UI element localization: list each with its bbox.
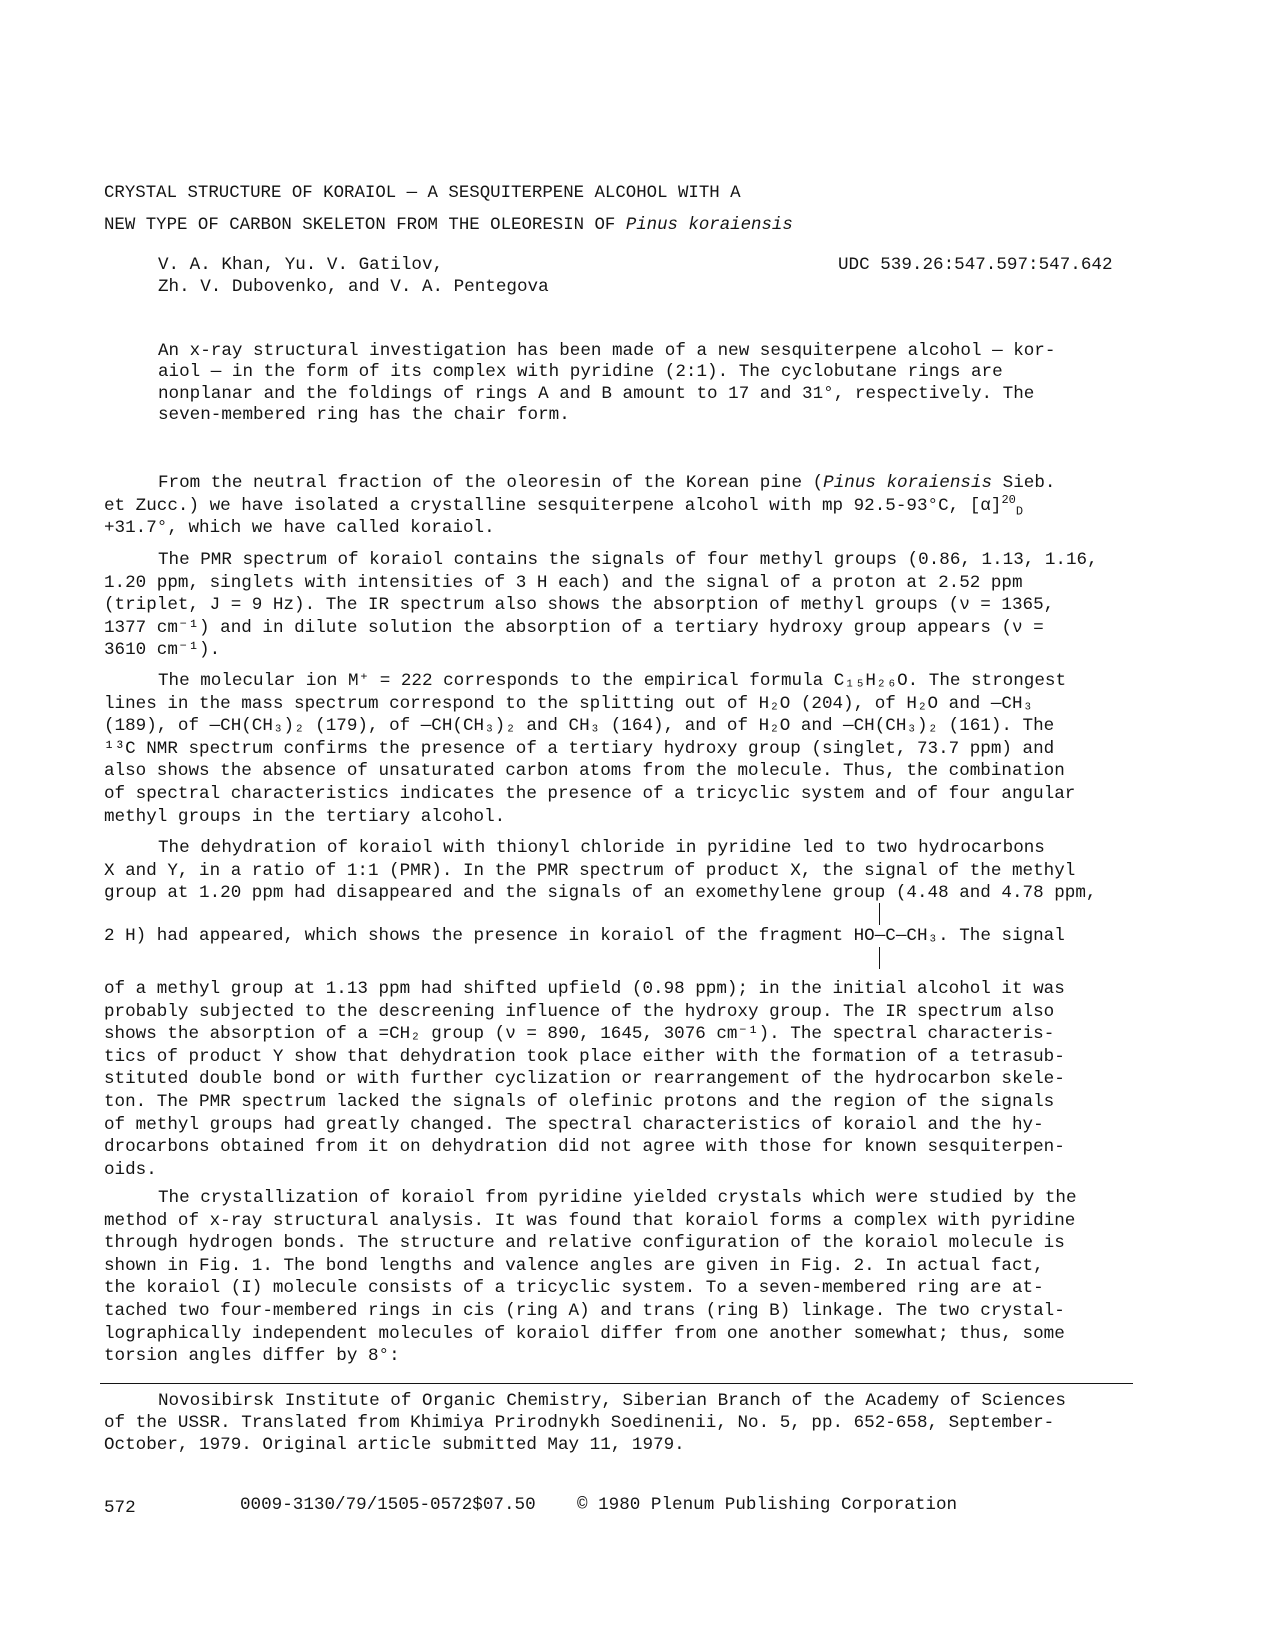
hydroxy-fragment-formula bbox=[854, 925, 949, 948]
p3-line: The molecular ion M⁺ = 222 corresponds to the empirical formula C₁₅H₂₆O. The strongest bbox=[158, 671, 1067, 691]
p6-line: the koraiol (I) molecule consists of a tricyclic system. To a seven-membered ring are at- bbox=[104, 1278, 1044, 1299]
paragraph-3 bbox=[104, 670, 1134, 828]
title-line-2-main: NEW TYPE OF CARBON SKELETON FROM THE OLEORESIN OF bbox=[104, 216, 616, 235]
p3-line: lines in the mass spectrum correspond to the splitting out of H₂O (204), of H₂O and —CH₃ bbox=[104, 693, 1034, 714]
p1-species: Pinus koraiensis bbox=[823, 473, 993, 493]
p2-line: The PMR spectrum of koraiol contains the signals of four methyl groups (0.86, 1.13, 1.16, bbox=[158, 550, 1098, 570]
abstract-line: aiol — in the form of its complex with pyridine (2:1). The cyclobutane rings are bbox=[158, 362, 1003, 383]
p5-line: ton. The PMR spectrum lacked the signals of olefinic protons and the region of the signals bbox=[104, 1091, 1055, 1112]
footnote-line: of the USSR. Translated from Khimiya Prirodnykh Soedinenii, No. 5, pp. 652-658, September- bbox=[104, 1413, 1055, 1433]
p6-line: torsion angles differ by 8°: bbox=[104, 1346, 400, 1367]
p1-line-2 bbox=[104, 492, 1134, 519]
p5-line: of a methyl group at 1.13 ppm had shifted upfield (0.98 ppm); in the initial alcohol it was bbox=[104, 979, 1065, 999]
p2-line: 3610 cm⁻¹). bbox=[104, 640, 221, 661]
authors-line-2: Zh. V. Dubovenko, and V. A. Pentegova bbox=[158, 277, 549, 297]
fragment-bond-up bbox=[879, 903, 881, 925]
p5-line: stituted double bond or with further cyclization or rearrangement of the hydrocarbon skele- bbox=[104, 1069, 1065, 1090]
p2-line: (triplet, J = 9 Hz). The IR spectrum also shows the absorption of methyl groups (ν = 1365, bbox=[104, 595, 1055, 616]
p3-line: also shows the absence of unsaturated carbon atoms from the molecule. Thus, the combination bbox=[104, 761, 1065, 782]
p5-line: of methyl groups had greatly changed. The spectral characteristics of koraiol and the hy- bbox=[104, 1114, 1044, 1135]
udc-code: UDC 539.26:547.597:547.642 bbox=[838, 255, 1113, 275]
p3-line: methyl groups in the tertiary alcohol. bbox=[104, 806, 506, 827]
p1-line-1 bbox=[104, 472, 1134, 495]
p5-line: drocarbons obtained from it on dehydration did not agree with those for known sesquiterpen- bbox=[104, 1137, 1065, 1158]
fragment-bond-down bbox=[879, 947, 881, 969]
abstract-line: An x-ray structural investigation has been made of a new sesquiterpene alcohol — kor- bbox=[158, 341, 1056, 361]
p3-line: of spectral characteristics indicates the presence of a tricyclic system and of four angular bbox=[104, 783, 1076, 804]
p2-line: 1377 cm⁻¹) and in dilute solution the absorption of a tertiary hydroxy group appears (ν = bbox=[104, 617, 1044, 638]
footnote-divider bbox=[100, 1383, 1133, 1384]
title-line-2 bbox=[104, 210, 793, 242]
p4-fragment-line bbox=[104, 925, 1134, 948]
p3-line: ¹³C NMR spectrum confirms the presence of a tertiary hydroxy group (singlet, 73.7 ppm) and bbox=[104, 738, 1055, 759]
abstract bbox=[158, 341, 1055, 427]
p5-line: oids. bbox=[104, 1159, 157, 1180]
article-title bbox=[104, 178, 793, 242]
fragment-text: HO—C—CH₃. bbox=[853, 925, 949, 946]
footnote bbox=[104, 1390, 1066, 1456]
p1-line-2-text: et Zucc.) we have isolated a crystalline sesquiterpene alcohol with mp 92.5-93°C, [α] bbox=[104, 495, 1002, 516]
p5-line: shows the absorption of a =CH₂ group (ν = 890, 1645, 3076 cm⁻¹). The spectral characteris- bbox=[104, 1024, 1055, 1045]
publication-code: 0009-3130/79/1505-0572$07.50 bbox=[240, 1495, 536, 1515]
p1-line-1a: From the neutral fraction of the oleoresin of the Korean pine ( bbox=[158, 473, 824, 493]
paragraph-1 bbox=[104, 472, 1134, 540]
paragraph-2 bbox=[104, 549, 1134, 662]
footnote-line: October, 1979. Original article submitted May 11, 1979. bbox=[104, 1435, 685, 1455]
p1-line-3: +31.7°, which we have called koraiol. bbox=[104, 518, 495, 539]
p5-line: tics of product Y show that dehydration took place either with the formation of a tetrasub- bbox=[104, 1046, 1065, 1067]
footnote-line: Novosibirsk Institute of Organic Chemistry, Siberian Branch of the Academy of Sciences bbox=[158, 1391, 1066, 1411]
p4-line: The dehydration of koraiol with thionyl chloride in pyridine led to two hydrocarbons bbox=[158, 838, 1045, 858]
p4-line: group at 1.20 ppm had disappeared and the signals of an exomethylene group (4.48 and 4.78 ppm, bbox=[104, 883, 1097, 904]
rotation-temperature: 20 bbox=[1001, 492, 1016, 507]
page-number: 572 bbox=[104, 1498, 136, 1518]
paragraph-5 bbox=[104, 978, 1134, 1181]
p6-line: lographically independent molecules of koraiol differ from one another somewhat; thus, some bbox=[104, 1323, 1065, 1344]
abstract-line: nonplanar and the foldings of rings A and B amount to 17 and 31°, respectively. The bbox=[158, 383, 1035, 404]
p4-line: X and Y, in a ratio of 1:1 (PMR). In the PMR spectrum of product X, the signal of the methyl bbox=[104, 860, 1076, 881]
title-species: Pinus koraiensis bbox=[625, 216, 793, 235]
abstract-line: seven-membered ring has the chair form. bbox=[158, 405, 570, 426]
p4-line-4b: The signal bbox=[959, 925, 1065, 946]
p5-line: probably subjected to the descreening influence of the hydroxy group. The IR spectrum also bbox=[104, 1001, 1055, 1022]
authors-line-1: V. A. Khan, Yu. V. Gatilov, bbox=[158, 255, 444, 275]
p6-line: through hydrogen bonds. The structure and relative configuration of the koraiol molecule is bbox=[104, 1233, 1065, 1254]
p3-line: (189), of —CH(CH₃)₂ (179), of —CH(CH₃)₂ and CH₃ (164), and of H₂O and —CH(CH₃)₂ (161). The bbox=[104, 716, 1055, 737]
paragraph-4 bbox=[104, 837, 1134, 947]
p2-line: 1.20 ppm, singlets with intensities of 3 H each) and the signal of a proton at 2.52 ppm bbox=[104, 572, 1023, 593]
p6-line: shown in Fig. 1. The bond lengths and valence angles are given in Fig. 2. In actual fact, bbox=[104, 1255, 1044, 1276]
title-line-1: CRYSTAL STRUCTURE OF KORAIOL — A SESQUITERPENE ALCOHOL WITH A bbox=[104, 184, 741, 203]
author-list bbox=[158, 254, 549, 298]
paragraph-6 bbox=[104, 1187, 1134, 1368]
rotation-line: D bbox=[1015, 504, 1024, 519]
p6-line: The crystallization of koraiol from pyridine yielded crystals which were studied by the bbox=[158, 1188, 1077, 1208]
p6-line: method of x-ray structural analysis. It was found that koraiol forms a complex with pyridine bbox=[104, 1210, 1076, 1231]
p4-line-4a: 2 H) had appeared, which shows the presence in koraiol of the fragment bbox=[104, 925, 844, 946]
p1-line-1b: Sieb. bbox=[992, 473, 1056, 493]
copyright-notice: © 1980 Plenum Publishing Corporation bbox=[577, 1495, 958, 1515]
p6-line: tached two four-membered rings in cis (ring A) and trans (ring B) linkage. The two crystal- bbox=[104, 1300, 1065, 1321]
